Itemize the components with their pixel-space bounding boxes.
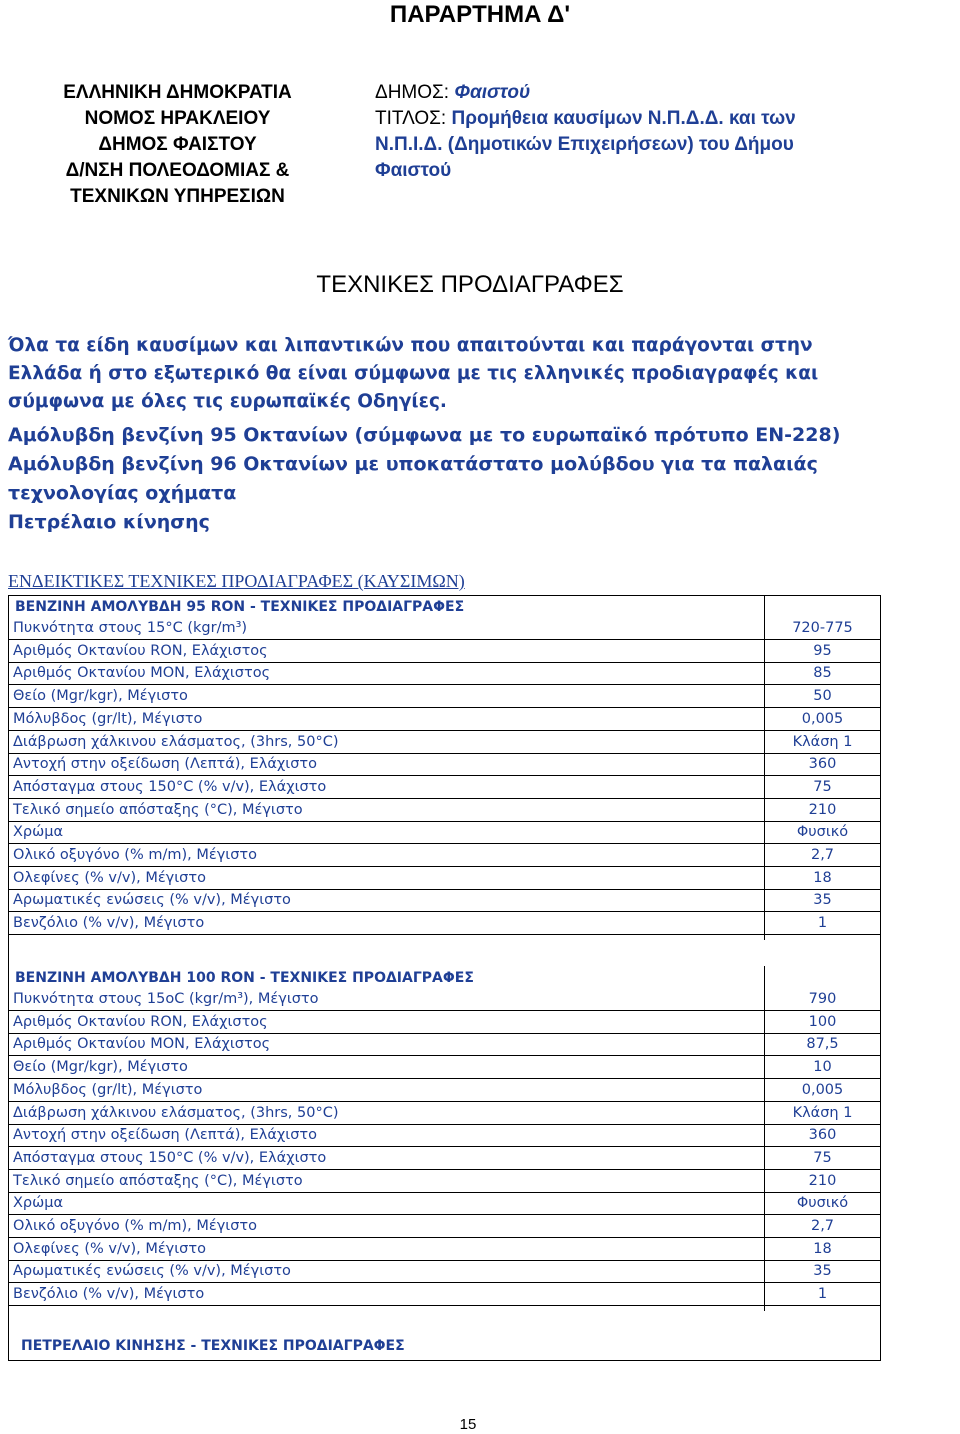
- spec-label: Αντοχή στην οξείδωση (Λεπτά), Ελάχιστο: [13, 756, 317, 773]
- spec-value: 790: [808, 991, 837, 1007]
- spec-value: 100: [808, 1013, 837, 1030]
- spec-label: Αρωματικές ενώσεις (% v/v), Μέγιστο: [13, 892, 291, 909]
- spec-label: Αριθμός Οκτανίου MON, Ελάχιστος: [13, 665, 271, 682]
- spec-row: [9, 1124, 880, 1147]
- spec-row: [9, 753, 880, 776]
- fuel-item: Αμόλυβδη βενζίνη 95 Οκτανίων (σύμφωνα με το ευρωπαϊκό πρότυπο ΕΝ-228): [8, 424, 841, 446]
- spec-row: [9, 1102, 880, 1125]
- spec-row: [9, 821, 880, 844]
- authority-line: ΔΗΜΟΣ ΦΑΙΣΤΟΥ: [98, 134, 257, 155]
- spec-row: [9, 1033, 880, 1056]
- spec-value: 75: [813, 778, 832, 795]
- spec-value: Φυσικό: [796, 824, 849, 841]
- spec-label: Αριθμός Οκτανίου MON, Ελάχιστος: [13, 1036, 271, 1053]
- project-block: [375, 80, 935, 184]
- spec-row: [9, 731, 880, 754]
- spec-label: Θείο (Mgr/kgr), Μέγιστο: [13, 688, 188, 705]
- authority-line: ΝΟΜΟΣ ΗΡΑΚΛΕΙΟΥ: [84, 108, 271, 129]
- spec-value: 720-775: [792, 620, 853, 636]
- spec-label: Πυκνότητα στους 15oC (kgr/m³), Μέγιστο: [13, 991, 319, 1007]
- intro-line: Όλα τα είδη καυσίμων και λιπαντικών που απαιτούνται και παράγονται στην: [8, 335, 813, 356]
- spec-row: [9, 708, 880, 731]
- spec-label: Αριθμός Οκτανίου RON, Ελάχιστος: [13, 642, 268, 659]
- spec-label: Βενζόλιο (% v/v), Μέγιστο: [13, 1286, 205, 1303]
- spec-label: Απόσταγμα στους 150°C (% v/v), Ελάχιστο: [13, 1149, 327, 1166]
- municipality-value: Φαιστού: [454, 82, 531, 103]
- spec-row: [9, 1056, 880, 1079]
- spec-label: Τελικό σημείο απόσταξης (°C), Μέγιστο: [13, 1172, 303, 1189]
- spec-row: [9, 912, 880, 935]
- spec-value: 1: [817, 915, 828, 932]
- spec-row: [9, 799, 880, 822]
- spec-value: 87,5: [806, 1036, 839, 1053]
- spec-value: 18: [813, 1240, 832, 1257]
- spec-row: [9, 1147, 880, 1170]
- authority-line: Δ/ΝΣΗ ΠΟΛΕΟΔΟΜΙΑΣ &: [65, 160, 290, 181]
- spec-value: 2,7: [810, 847, 835, 863]
- spec-row: [9, 889, 880, 912]
- spec-row: [9, 1079, 880, 1102]
- spec-label: Απόσταγμα στους 150°C (% v/v), Ελάχιστο: [13, 778, 327, 795]
- fuel-item: τεχνολογίας οχήματα: [8, 482, 237, 504]
- appendix-heading: ΠΑΡΑΡΤΗΜΑ Δ': [389, 1, 571, 28]
- technical-specs-title: ΤΕΧΝΙΚΕΣ ΠΡΟΔΙΑΓΡΑΦΕΣ: [316, 271, 624, 298]
- spec-label: Ολεφίνες (% v/v), Μέγιστο: [13, 869, 206, 886]
- spec-label: Πυκνότητα στους 15°C (kgr/m³): [13, 620, 248, 636]
- authority-block: [20, 80, 335, 210]
- spec-value: 35: [813, 892, 832, 909]
- spec-label: Αριθμός Οκτανίου RON, Ελάχιστος: [13, 1013, 268, 1030]
- spec-value: 210: [808, 1172, 837, 1189]
- municipality-label: ΔΗΜΟΣ:: [375, 82, 450, 103]
- spec-row: [9, 1283, 880, 1306]
- spec-value: Κλάση 1: [792, 1104, 853, 1121]
- spec-value: 360: [808, 756, 837, 773]
- municipality-line: [375, 80, 935, 106]
- spec-row: [9, 617, 880, 640]
- title-value-line2: Ν.Π.Ι.Δ. (Δημοτικών Επιχειρήσεων) του Δήμου: [375, 134, 794, 155]
- intro-line: σύμφωνα με όλες τις ευρωπαϊκές Οδηγίες.: [8, 391, 447, 412]
- spec-row: [9, 640, 880, 663]
- title-line: [375, 106, 935, 132]
- spec-100-title: ΒΕΝΖΙΝΗ ΑΜΟΛΥΒΔΗ 100 RON - ΤΕΧΝΙΚΕΣ ΠΡΟΔΙΑΓΡΑΦΕΣ: [15, 970, 474, 986]
- spec-value: 2,7: [810, 1218, 835, 1234]
- title-value-line3: Φαιστού: [375, 160, 452, 181]
- spec-row: [9, 844, 880, 867]
- spec-value: 35: [813, 1263, 832, 1280]
- spec-value: 210: [808, 801, 837, 818]
- fuel-list: [8, 421, 953, 537]
- spec-row: [9, 1260, 880, 1283]
- spec-label: Μόλυβδος (gr/lt), Μέγιστο: [13, 1081, 203, 1098]
- spec-value: 0,005: [801, 1081, 844, 1098]
- spec-row: [9, 776, 880, 799]
- spec-label: Τελικό σημείο απόσταξης (°C), Μέγιστο: [13, 801, 303, 818]
- spec-value: Φυσικό: [796, 1195, 849, 1212]
- spec-label: Διάβρωση χάλκινου ελάσματος, (3hrs, 50°C): [13, 1104, 339, 1121]
- spec-label: Χρώμα: [13, 1195, 64, 1212]
- page-number: 15: [459, 1416, 477, 1433]
- spec-value: Κλάση 1: [792, 733, 853, 750]
- spec-label: Διάβρωση χάλκινου ελάσματος, (3hrs, 50°C): [13, 733, 339, 750]
- spec-row: [9, 685, 880, 708]
- spec-row: [9, 867, 880, 890]
- title-value-line1: Προμήθεια καυσίμων Ν.Π.Δ.Δ. και των: [451, 108, 796, 129]
- spec-value: 1: [817, 1286, 828, 1303]
- authority-line: ΕΛΛΗΝΙΚΗ ΔΗΜΟΚΡΑΤΙΑ: [63, 82, 292, 103]
- spec-row: [9, 1215, 880, 1238]
- spec-label: Αρωματικές ενώσεις (% v/v), Μέγιστο: [13, 1263, 291, 1280]
- spec-value: 95: [813, 642, 832, 659]
- spec-row: [9, 1192, 880, 1215]
- spec-label: Μόλυβδος (gr/lt), Μέγιστο: [13, 710, 203, 727]
- fuel-item: Πετρέλαιο κίνησης: [8, 511, 210, 533]
- spec-label: Ολικό οξυγόνο (% m/m), Μέγιστο: [13, 847, 257, 863]
- fuel-item: Αμόλυβδη βενζίνη 96 Οκτανίων με υποκατάστατο μολύβδου για τα παλαιάς: [8, 453, 818, 475]
- spec-label: Χρώμα: [13, 824, 64, 841]
- spec-value: 85: [813, 665, 832, 682]
- title-label: ΤΙΤΛΟΣ:: [375, 108, 447, 129]
- spec-label: Ολικό οξυγόνο (% m/m), Μέγιστο: [13, 1218, 257, 1234]
- spec-value: 50: [813, 688, 832, 705]
- spec-95-title: ΒΕΝΖΙΝΗ ΑΜΟΛΥΒΔΗ 95 RON - ΤΕΧΝΙΚΕΣ ΠΡΟΔΙΑΓΡΑΦΕΣ: [15, 599, 465, 615]
- spec-label: Αντοχή στην οξείδωση (Λεπτά), Ελάχιστο: [13, 1127, 317, 1144]
- spec-row: [9, 1011, 880, 1034]
- spec-row: [9, 988, 880, 1011]
- spec-label: Βενζόλιο (% v/v), Μέγιστο: [13, 915, 205, 932]
- indicative-specs-title: ΕΝΔΕΙΚΤΙΚΕΣ ΤΕΧΝΙΚΕΣ ΠΡΟΔΙΑΓΡΑΦΕΣ (ΚΑΥΣΙΜΩΝ): [8, 571, 465, 591]
- spec-value: 360: [808, 1127, 837, 1144]
- intro-paragraph: [8, 332, 948, 416]
- spec-label: Θείο (Mgr/kgr), Μέγιστο: [13, 1059, 188, 1076]
- spec-value: 0,005: [801, 710, 844, 727]
- spec-value: 10: [813, 1059, 832, 1076]
- spec-label: Ολεφίνες (% v/v), Μέγιστο: [13, 1240, 206, 1257]
- authority-line: ΤΕΧΝΙΚΩΝ ΥΠΗΡΕΣΙΩΝ: [70, 186, 285, 207]
- spec-value: 18: [813, 869, 832, 886]
- spec-value: 75: [813, 1149, 832, 1166]
- spec-diesel-title: ΠΕΤΡΕΛΑΙΟ ΚΙΝΗΣΗΣ - ΤΕΧΝΙΚΕΣ ΠΡΟΔΙΑΓΡΑΦΕΣ: [21, 1338, 405, 1354]
- spec-row: [9, 662, 880, 685]
- spec-row: [9, 1238, 880, 1261]
- spec-row: [9, 1170, 880, 1193]
- intro-line: Ελλάδα ή στο εξωτερικό θα είναι σύμφωνα με τις ελληνικές προδιαγραφές και: [8, 363, 819, 384]
- specifications-table: [8, 595, 881, 1361]
